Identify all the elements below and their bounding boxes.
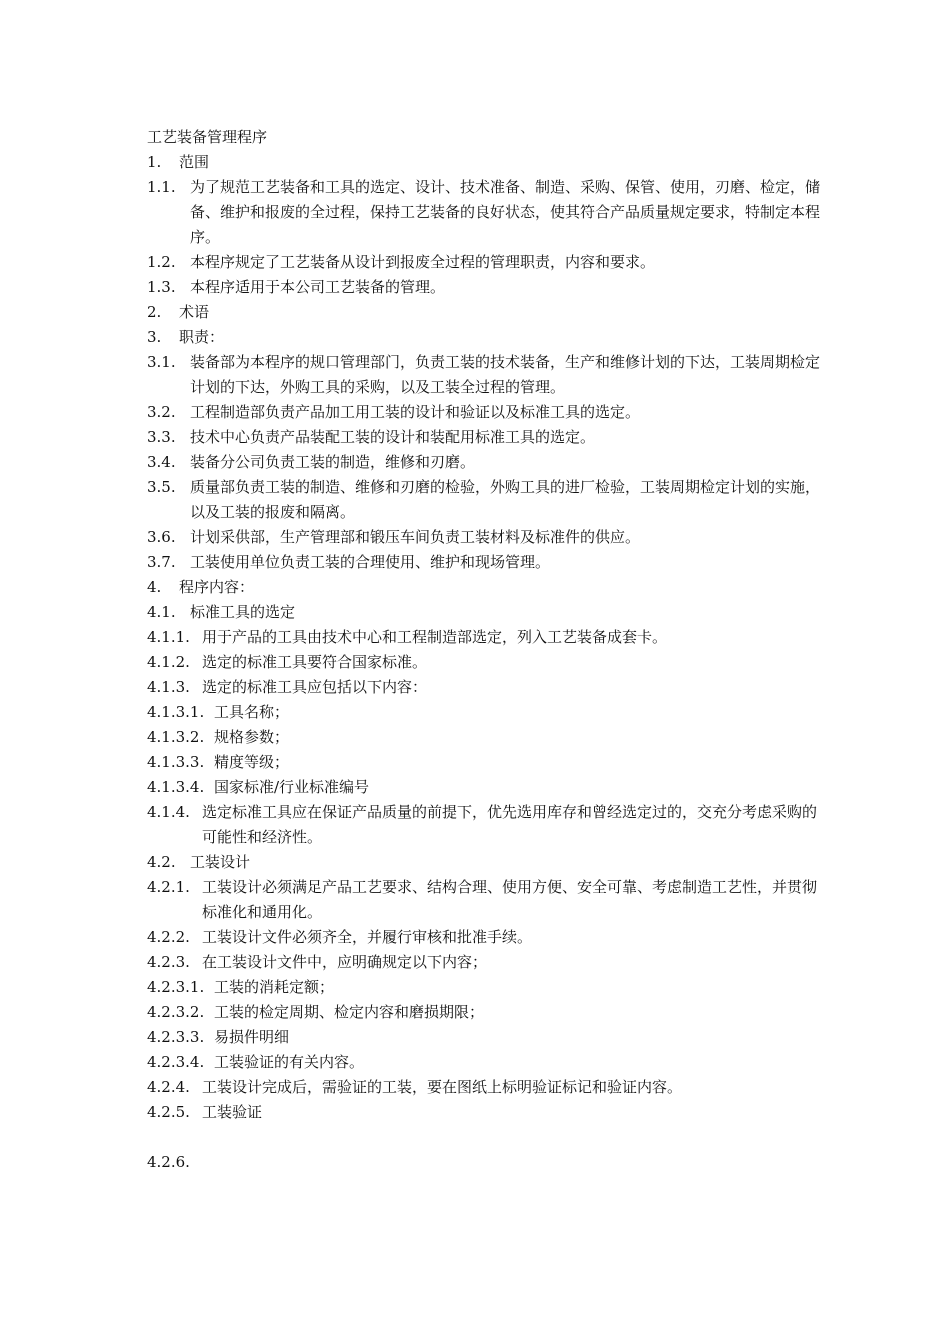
clause-4-1-3-3 — [147, 750, 827, 775]
clause-number: 4.2.3.1. — [147, 978, 205, 996]
clause-1-1 — [147, 175, 827, 250]
clause-4-1-2 — [147, 650, 827, 675]
clause-text: 工装的消耗定额； — [214, 978, 335, 996]
clause-4-2-3-1 — [147, 975, 827, 1000]
clause-text: 标准工具的选定 — [190, 603, 296, 621]
clause-text: 工具名称； — [214, 703, 290, 721]
clause-number: 1.1. — [147, 178, 176, 196]
clause-2 — [147, 300, 827, 325]
clause-number: 4.2.3.2. — [147, 1003, 205, 1021]
clause-number: 4.2.3.3. — [147, 1028, 205, 1046]
clause-number: 4.1.1. — [147, 628, 190, 646]
clause-4-2-3 — [147, 950, 827, 975]
clause-number: 3.6. — [147, 528, 176, 546]
clause-4 — [147, 575, 827, 600]
clause-text: 本程序适用于本公司工艺装备的管理。 — [190, 278, 446, 296]
clause-text: 选定的标准工具应包括以下内容： — [202, 678, 428, 696]
clause-1-2 — [147, 250, 827, 275]
clause-number: 4.2.3. — [147, 953, 190, 971]
clause-number: 4. — [147, 578, 162, 596]
document-title: 工艺装备管理程序 — [147, 128, 268, 146]
clause-number: 4.2.5. — [147, 1103, 190, 1121]
clause-number: 4.2.2. — [147, 928, 190, 946]
clause-text: 术语 — [179, 303, 210, 321]
clause-4-1-1 — [147, 625, 827, 650]
clause-text: 质量部负责工装的制造、维修和刃磨的检验，外购工具的进厂检验，工装周期检定计划的实施，以及工装的报废和隔离。 — [190, 478, 821, 521]
clause-number: 4.1. — [147, 603, 176, 621]
clause-text: 在工装设计文件中，应明确规定以下内容； — [202, 953, 488, 971]
clause-text: 程序内容： — [179, 578, 255, 596]
clause-4-1 — [147, 600, 827, 625]
clause-text: 范围 — [179, 153, 210, 171]
clause-number: 2. — [147, 303, 162, 321]
clause-number: 4.2. — [147, 853, 176, 871]
clause-4-2-2 — [147, 925, 827, 950]
clause-list — [147, 150, 827, 1175]
clause-number: 1. — [147, 153, 162, 171]
clause-text: 工装使用单位负责工装的合理使用、维护和现场管理。 — [190, 553, 551, 571]
clause-text: 易损件明细 — [214, 1028, 290, 1046]
clause-text: 本程序规定了工艺装备从设计到报废全过程的管理职责，内容和要求。 — [190, 253, 656, 271]
clause-number: 4.2.4. — [147, 1078, 190, 1096]
clause-1 — [147, 150, 827, 175]
clause-number: 4.2.3.4. — [147, 1053, 205, 1071]
clause-4-2-6 — [147, 1150, 827, 1175]
clause-number: 4.1.3.1. — [147, 703, 205, 721]
clause-number: 1.3. — [147, 278, 176, 296]
clause-number: 3.7. — [147, 553, 176, 571]
clause-text: 精度等级； — [214, 753, 290, 771]
clause-3-3 — [147, 425, 827, 450]
clause-4-1-3-1 — [147, 700, 827, 725]
clause-4-2-4 — [147, 1075, 827, 1100]
clause-4-2-3-4 — [147, 1050, 827, 1075]
clause-number: 4.1.3.4. — [147, 778, 205, 796]
clause-4-2 — [147, 850, 827, 875]
clause-text: 工装验证的有关内容。 — [214, 1053, 365, 1071]
clause-text: 规格参数； — [214, 728, 290, 746]
clause-text: 工装设计完成后，需验证的工装，要在图纸上标明验证标记和验证内容。 — [202, 1078, 683, 1096]
clause-number: 1.2. — [147, 253, 176, 271]
clause-text: 为了规范工艺装备和工具的选定、设计、技术准备、制造、采购、保管、使用，刃磨、检定，储备、维护和报废的全过程，保持工艺装备的良好状态，使其符合产品质量规定要求，特制定本程序。 — [190, 178, 821, 246]
clause-4-2-5 — [147, 1100, 827, 1125]
clause-3-4 — [147, 450, 827, 475]
clause-1-3 — [147, 275, 827, 300]
clause-4-2-3-3 — [147, 1025, 827, 1050]
clause-number: 3.5. — [147, 478, 176, 496]
clause-text — [202, 1150, 827, 1175]
clause-number: 4.1.3.3. — [147, 753, 205, 771]
clause-3 — [147, 325, 827, 350]
clause-3-5 — [147, 475, 827, 525]
clause-text: 装备分公司负责工装的制造，维修和刃磨。 — [190, 453, 476, 471]
clause-text: 工装设计必须满足产品工艺要求、结构合理、使用方便、安全可靠、考虑制造工艺性，并贯彻标准化和通用化。 — [202, 878, 818, 921]
blank-line — [147, 1125, 827, 1150]
clause-text: 计划采供部，生产管理部和锻压车间负责工装材料及标准件的供应。 — [190, 528, 641, 546]
clause-number: 4.1.4. — [147, 803, 190, 821]
clause-number: 3.2. — [147, 403, 176, 421]
clause-number: 4.2.1. — [147, 878, 190, 896]
clause-4-1-3-2 — [147, 725, 827, 750]
clause-text: 工装设计 — [190, 853, 251, 871]
clause-text: 选定标准工具应在保证产品质量的前提下，优先选用库存和曾经选定过的，交充分考虑采购的可能性和经济性。 — [202, 803, 818, 846]
clause-4-2-3-2 — [147, 1000, 827, 1025]
clause-3-7 — [147, 550, 827, 575]
clause-number: 3.1. — [147, 353, 176, 371]
clause-number: 3. — [147, 328, 162, 346]
clause-4-2-1 — [147, 875, 827, 925]
clause-4-1-4 — [147, 800, 827, 850]
clause-3-2 — [147, 400, 827, 425]
clause-number: 4.1.2. — [147, 653, 190, 671]
clause-text: 工装验证 — [202, 1103, 263, 1121]
clause-text: 工装设计文件必须齐全，并履行审核和批准手续。 — [202, 928, 533, 946]
clause-text: 选定的标准工具要符合国家标准。 — [202, 653, 428, 671]
clause-text: 工装的检定周期、检定内容和磨损期限； — [214, 1003, 485, 1021]
clause-number: 3.3. — [147, 428, 176, 446]
clause-text: 技术中心负责产品装配工装的设计和装配用标准工具的选定。 — [190, 428, 596, 446]
clause-number: 4.1.3.2. — [147, 728, 205, 746]
clause-text: 用于产品的工具由技术中心和工程制造部选定，列入工艺装备成套卡。 — [202, 628, 668, 646]
clause-3-6 — [147, 525, 827, 550]
clause-text: 工程制造部负责产品加工用工装的设计和验证以及标准工具的选定。 — [190, 403, 641, 421]
clause-text: 职责： — [179, 328, 225, 346]
clause-text: 国家标准/行业标准编号 — [214, 778, 370, 796]
clause-number: 4.1.3. — [147, 678, 190, 696]
clause-4-1-3 — [147, 675, 827, 700]
clause-text: 装备部为本程序的规口管理部门，负责工装的技术装备，生产和维修计划的下达，工装周期检定计划的下达，外购工具的采购，以及工装全过程的管理。 — [190, 353, 821, 396]
clause-4-1-3-4 — [147, 775, 827, 800]
clause-3-1 — [147, 350, 827, 400]
clause-number: 4.2.6. — [147, 1153, 190, 1171]
clause-number: 3.4. — [147, 453, 176, 471]
